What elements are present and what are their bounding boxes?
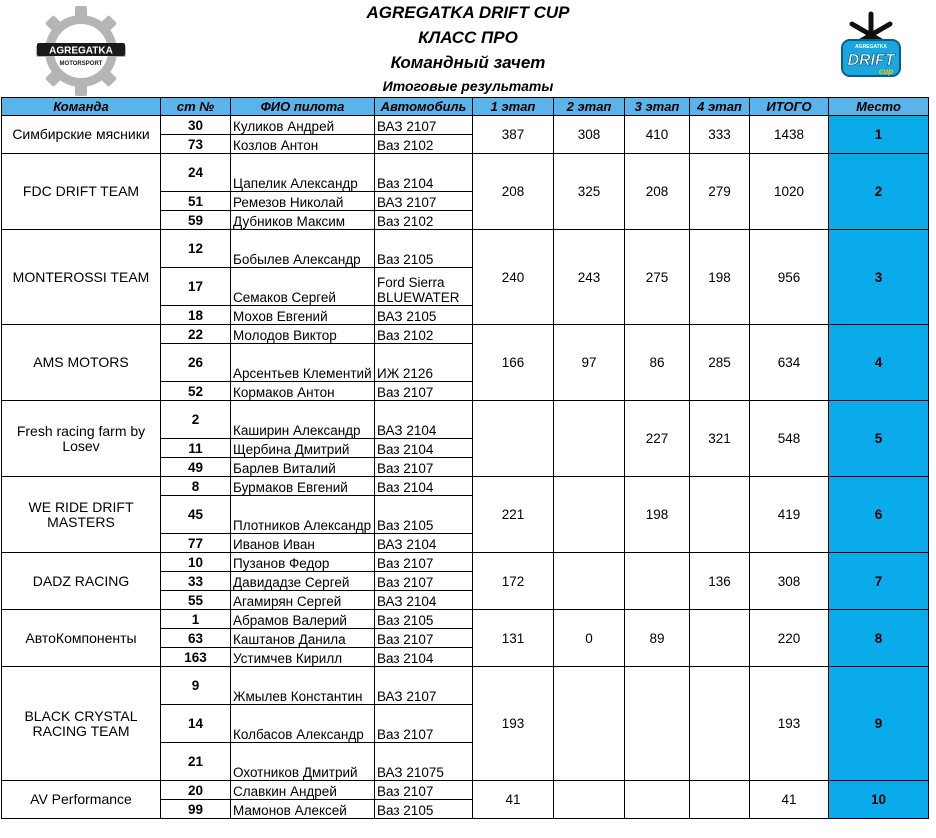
stage-4-score — [690, 610, 750, 667]
table-row — [2, 553, 929, 572]
car-model: ИЖ 2126 — [375, 344, 473, 382]
start-number: 163 — [161, 648, 231, 667]
stage-1-score: 172 — [473, 553, 554, 610]
table-row — [2, 154, 929, 192]
results-table — [1, 97, 929, 819]
car-model: Ваз 2107 — [375, 629, 473, 648]
pilot-name: Арсентьев Клементий — [231, 344, 375, 382]
pilot-name: Бобылев Александр — [231, 230, 375, 268]
car-model: ВАЗ 2104 — [375, 534, 473, 553]
stage-1-score: 193 — [473, 667, 554, 781]
stage-2-score: 97 — [554, 325, 625, 401]
car-model: Ваз 2105 — [375, 230, 473, 268]
start-number: 49 — [161, 458, 231, 477]
stage-4-score: 321 — [690, 401, 750, 477]
stage-1-score: 221 — [473, 477, 554, 553]
place-badge: 5 — [829, 401, 929, 477]
car-model: ВАЗ 2104 — [375, 591, 473, 610]
team-name: Fresh racing farm by Losev — [2, 401, 161, 477]
start-number: 9 — [161, 667, 231, 705]
car-model: Ваз 2107 — [375, 572, 473, 591]
start-number: 18 — [161, 306, 231, 325]
column-header-pilot: ФИО пилота — [231, 98, 375, 116]
pilot-name: Славкин Андрей — [231, 781, 375, 800]
stage-3-score — [625, 553, 690, 610]
column-header-s3: 3 этап — [625, 98, 690, 116]
pilot-name: Охотников Дмитрий — [231, 743, 375, 781]
pilot-name: Иванов Иван — [231, 534, 375, 553]
stage-1-score: 208 — [473, 154, 554, 230]
car-model: ВАЗ 21075 — [375, 743, 473, 781]
car-model: Ваз 2104 — [375, 648, 473, 667]
pilot-name: Плотников Александр — [231, 496, 375, 534]
stage-3-score: 208 — [625, 154, 690, 230]
column-header-total: ИТОГО — [750, 98, 829, 116]
car-model: Ваз 2105 — [375, 496, 473, 534]
total-score: 419 — [750, 477, 829, 553]
start-number: 59 — [161, 211, 231, 230]
team-name: DADZ RACING — [2, 553, 161, 610]
car-model: Ваз 2107 — [375, 382, 473, 401]
page-title: AGREGATKA DRIFT CUP — [366, 3, 570, 22]
start-number: 63 — [161, 629, 231, 648]
stage-2-score — [554, 781, 625, 819]
car-model: ВАЗ 2107 — [375, 116, 473, 135]
stage-4-score: 285 — [690, 325, 750, 401]
car-model: Ваз 2102 — [375, 325, 473, 344]
total-score: 634 — [750, 325, 829, 401]
drift-cup-logo — [834, 10, 908, 90]
car-model: Ваз 2104 — [375, 477, 473, 496]
car-model: Ваз 2107 — [375, 781, 473, 800]
pilot-name: Козлов Антон — [231, 135, 375, 154]
stage-2-score: 325 — [554, 154, 625, 230]
car-model: Ваз 2104 — [375, 439, 473, 458]
car-model: Ваз 2107 — [375, 705, 473, 743]
car-model: ВАЗ 2107 — [375, 667, 473, 705]
stage-2-score — [554, 401, 625, 477]
pilot-name: Мохов Евгений — [231, 306, 375, 325]
table-row — [2, 781, 929, 800]
start-number: 14 — [161, 705, 231, 743]
place-badge: 8 — [829, 610, 929, 667]
car-model: Ваз 2107 — [375, 553, 473, 572]
pilot-name: Бурмаков Евгений — [231, 477, 375, 496]
total-score: 308 — [750, 553, 829, 610]
car-model: ВАЗ 2104 — [375, 401, 473, 439]
stage-2-score — [554, 667, 625, 781]
stage-1-score: 131 — [473, 610, 554, 667]
start-number: 30 — [161, 116, 231, 135]
pilot-name: Агамирян Сергей — [231, 591, 375, 610]
pilot-name: Куликов Андрей — [231, 116, 375, 135]
table-row — [2, 477, 929, 496]
logo-right-main: DRIFT — [847, 52, 895, 69]
place-badge: 9 — [829, 667, 929, 781]
stage-4-score — [690, 667, 750, 781]
table-row — [2, 116, 929, 135]
car-model: ВАЗ 2107 — [375, 192, 473, 211]
table-row — [2, 325, 929, 344]
column-header-team: Команда — [2, 98, 161, 116]
pilot-name: Колбасов Александр — [231, 705, 375, 743]
team-name: MONTEROSSI TEAM — [2, 230, 161, 325]
stage-1-score: 166 — [473, 325, 554, 401]
stage-2-score: 0 — [554, 610, 625, 667]
car-model: Ваз 2102 — [375, 135, 473, 154]
pilot-name: Молодов Виктор — [231, 325, 375, 344]
pilot-name: Кормаков Антон — [231, 382, 375, 401]
column-header-num: ст № — [161, 98, 231, 116]
start-number: 17 — [161, 268, 231, 306]
total-score: 41 — [750, 781, 829, 819]
total-score: 956 — [750, 230, 829, 325]
results-body — [2, 116, 929, 819]
stage-3-score: 86 — [625, 325, 690, 401]
page-subtitle: Командный зачет — [390, 53, 546, 72]
pilot-name: Пузанов Федор — [231, 553, 375, 572]
stage-3-score: 410 — [625, 116, 690, 154]
team-name: АвтоКомпоненты — [2, 610, 161, 667]
pilot-name: Дубников Максим — [231, 211, 375, 230]
stage-2-score — [554, 553, 625, 610]
column-header-s1: 1 этап — [473, 98, 554, 116]
results-label: Итоговые результаты — [382, 78, 554, 94]
stage-3-score: 89 — [625, 610, 690, 667]
total-score: 1438 — [750, 116, 829, 154]
column-header-place: Место — [829, 98, 929, 116]
start-number: 20 — [161, 781, 231, 800]
start-number: 33 — [161, 572, 231, 591]
pilot-name: Семаков Сергей — [231, 268, 375, 306]
stage-3-score: 227 — [625, 401, 690, 477]
start-number: 77 — [161, 534, 231, 553]
place-badge: 10 — [829, 781, 929, 819]
stage-3-score: 198 — [625, 477, 690, 553]
pilot-name: Каширин Александр — [231, 401, 375, 439]
pilot-name: Щербина Дмитрий — [231, 439, 375, 458]
pilot-name: Жмылев Константин — [231, 667, 375, 705]
table-row — [2, 667, 929, 705]
team-name: BLACK CRYSTAL RACING TEAM — [2, 667, 161, 781]
place-badge: 7 — [829, 553, 929, 610]
total-score: 1020 — [750, 154, 829, 230]
start-number: 99 — [161, 800, 231, 819]
team-name: AMS MOTORS — [2, 325, 161, 401]
stage-1-score: 240 — [473, 230, 554, 325]
column-header-car: Автомобиль — [375, 98, 473, 116]
stage-1-score — [473, 401, 554, 477]
start-number: 52 — [161, 382, 231, 401]
stage-1-score: 41 — [473, 781, 554, 819]
start-number: 55 — [161, 591, 231, 610]
logo-left-text: AGREGATKA — [49, 45, 113, 57]
pilot-name: Ремезов Николай — [231, 192, 375, 211]
car-model: Ford Sierra BLUEWATER — [375, 268, 473, 306]
total-score: 548 — [750, 401, 829, 477]
stage-4-score: 136 — [690, 553, 750, 610]
pilot-name: Мамонов Алексей — [231, 800, 375, 819]
stage-3-score: 275 — [625, 230, 690, 325]
start-number: 10 — [161, 553, 231, 572]
stage-4-score — [690, 781, 750, 819]
team-name: AV Performance — [2, 781, 161, 819]
column-header-s4: 4 этап — [690, 98, 750, 116]
place-badge: 1 — [829, 116, 929, 154]
start-number: 24 — [161, 154, 231, 192]
header-row — [2, 98, 929, 116]
total-score: 220 — [750, 610, 829, 667]
place-badge: 6 — [829, 477, 929, 553]
pilot-name: Абрамов Валерий — [231, 610, 375, 629]
stage-2-score: 308 — [554, 116, 625, 154]
stage-2-score — [554, 477, 625, 553]
pilot-name: Барлев Виталий — [231, 458, 375, 477]
start-number: 2 — [161, 401, 231, 439]
logo-left-sub: MOTORSPORT — [59, 61, 103, 67]
stage-3-score — [625, 781, 690, 819]
car-model: Ваз 2104 — [375, 154, 473, 192]
place-badge: 3 — [829, 230, 929, 325]
car-model: Ваз 2102 — [375, 211, 473, 230]
car-model: ВАЗ 2105 — [375, 306, 473, 325]
pilot-name: Давидадзе Сергей — [231, 572, 375, 591]
pilot-name: Устимчев Кирилл — [231, 648, 375, 667]
place-badge: 2 — [829, 154, 929, 230]
start-number: 26 — [161, 344, 231, 382]
pilot-name: Цапелик Александр — [231, 154, 375, 192]
logo-right-sub: cup — [878, 67, 894, 76]
car-model: Ваз 2105 — [375, 800, 473, 819]
start-number: 45 — [161, 496, 231, 534]
logo-right-top: AGREGATKA — [855, 44, 887, 50]
start-number: 12 — [161, 230, 231, 268]
agregatka-motorsport-logo — [34, 4, 128, 98]
car-model: Ваз 2105 — [375, 610, 473, 629]
car-model: Ваз 2107 — [375, 458, 473, 477]
start-number: 11 — [161, 439, 231, 458]
stage-1-score: 387 — [473, 116, 554, 154]
start-number: 21 — [161, 743, 231, 781]
class-label: КЛАСС ПРО — [418, 28, 518, 47]
team-name: FDC DRIFT TEAM — [2, 154, 161, 230]
team-name: Симбирские мясники — [2, 116, 161, 154]
start-number: 73 — [161, 135, 231, 154]
table-row — [2, 230, 929, 268]
column-header-s2: 2 этап — [554, 98, 625, 116]
table-row — [2, 610, 929, 629]
stage-4-score: 333 — [690, 116, 750, 154]
stage-4-score: 279 — [690, 154, 750, 230]
table-row — [2, 401, 929, 439]
pilot-name: Каштанов Данила — [231, 629, 375, 648]
stage-4-score — [690, 477, 750, 553]
total-score: 193 — [750, 667, 829, 781]
stage-3-score — [625, 667, 690, 781]
start-number: 22 — [161, 325, 231, 344]
place-badge: 4 — [829, 325, 929, 401]
stage-4-score: 198 — [690, 230, 750, 325]
start-number: 1 — [161, 610, 231, 629]
stage-2-score: 243 — [554, 230, 625, 325]
start-number: 51 — [161, 192, 231, 211]
team-name: WE RIDE DRIFT MASTERS — [2, 477, 161, 553]
start-number: 8 — [161, 477, 231, 496]
